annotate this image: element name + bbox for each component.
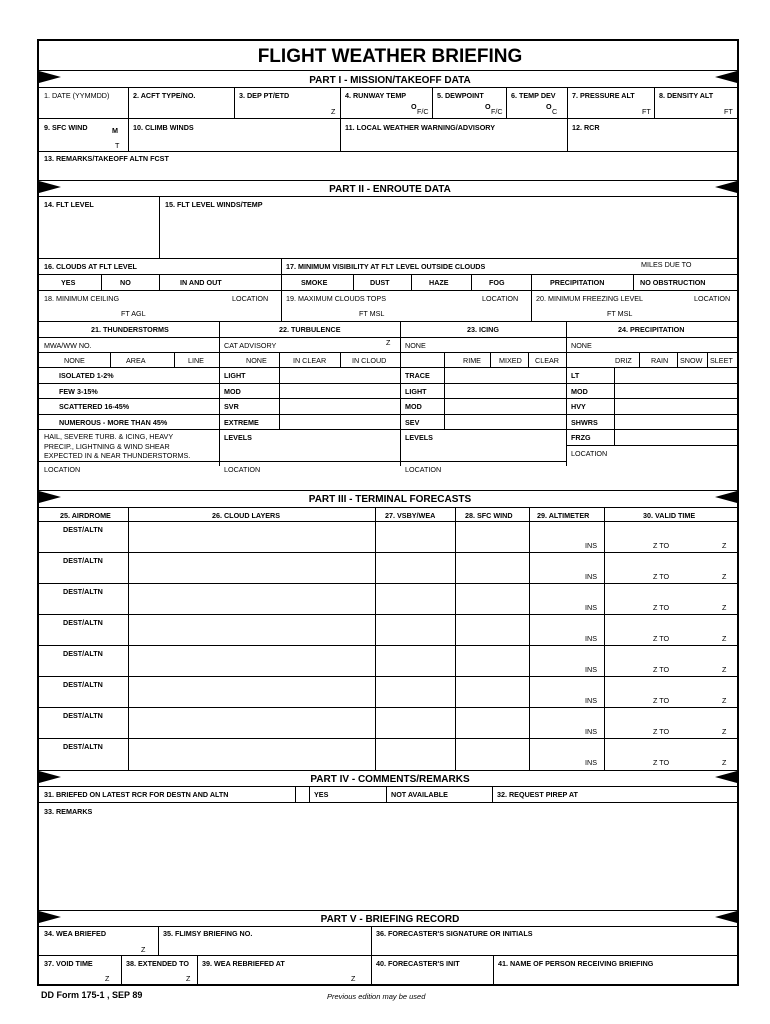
ts-hail-3: EXPECTED IN & NEAR THUNDERSTORMS.: [44, 451, 191, 460]
turb-label: 22. TURBULENCE: [279, 325, 341, 334]
divider: [39, 352, 737, 353]
divider: [110, 352, 111, 367]
dest-altn-label: DEST/ALTN: [63, 649, 103, 658]
precip-hvy: HVY: [571, 402, 586, 411]
divider: [39, 383, 737, 384]
acft-label: 2. ACFT TYPE/NO.: [133, 91, 196, 100]
divider: [39, 583, 737, 584]
divider: [432, 87, 433, 118]
divider: [353, 274, 354, 290]
rebriefed-label: 39. WEA REBRIEFED AT: [202, 959, 285, 968]
sfcwind-m: M: [112, 126, 118, 135]
divider: [677, 352, 678, 367]
divider: [39, 87, 737, 88]
divider: [39, 707, 737, 708]
divider: [39, 770, 737, 771]
precip-location: LOCATION: [571, 449, 608, 458]
ice-trace: TRACE: [405, 371, 430, 380]
divider: [340, 87, 341, 151]
precip-sleet: SLEET: [710, 356, 733, 365]
ts-sct: SCATTERED 16-45%: [59, 402, 130, 411]
divider: [219, 321, 220, 466]
briefed-label: 31. BRIEFED ON LATEST RCR FOR DESTN AND ALTN: [44, 790, 229, 799]
part3-header: PART III - TERMINAL FORECASTS: [308, 494, 472, 505]
mwa-label: MWA/WW NO.: [44, 341, 92, 350]
pressure-unit: FT: [642, 107, 651, 116]
pirep-label: 32. REQUEST PIREP AT: [497, 790, 578, 799]
divider: [309, 786, 310, 802]
ts-location: LOCATION: [44, 465, 81, 474]
divider: [654, 87, 655, 118]
divider: [281, 290, 282, 321]
degree-mark: O: [411, 102, 417, 111]
cat-label: CAT ADVISORY: [224, 341, 277, 350]
divider: [39, 398, 737, 399]
divider: [444, 367, 445, 429]
ts-num: NUMEROUS - MORE THAN 45%: [59, 418, 168, 427]
clouds-inandout: IN AND OUT: [180, 278, 222, 287]
divider: [39, 196, 737, 197]
divider: [295, 786, 296, 802]
weabriefed-z: Z: [141, 945, 146, 954]
runway-unit: F/C: [417, 107, 429, 116]
divider: [375, 507, 376, 770]
void-z: Z: [105, 974, 110, 983]
divider: [39, 258, 737, 259]
divider: [39, 180, 737, 181]
rebriefed-z: Z: [351, 974, 356, 983]
dest-altn-label: DEST/ALTN: [63, 680, 103, 689]
dep-label: 3. DEP PT/ETD: [239, 91, 290, 100]
divider: [174, 352, 175, 367]
date-label: 1. DATE (YYMMDD): [44, 91, 110, 100]
divider: [39, 802, 737, 803]
divider: [39, 367, 737, 368]
divider: [159, 196, 160, 258]
divider: [39, 461, 566, 462]
thunder-label: 21. THUNDERSTORMS: [91, 325, 169, 334]
minceil-unit: FT AGL: [121, 309, 146, 318]
divider: [386, 786, 387, 802]
local-label: 11. LOCAL WEATHER WARNING/ADVISORY: [345, 123, 496, 132]
forecaster-label: 36. FORECASTER'S SIGNATURE OR INITIALS: [376, 929, 533, 938]
divider: [39, 70, 737, 71]
airdrome-label: 25. AIRDROME: [60, 511, 111, 520]
fltlevel-label: 14. FLT LEVEL: [44, 200, 94, 209]
valid-z-to: Z TO: [653, 541, 670, 550]
ice-sev: SEV: [405, 418, 420, 427]
divider: [39, 429, 737, 430]
turb-light: LIGHT: [224, 371, 246, 380]
ice-mod: MOD: [405, 402, 422, 411]
part2-header: PART II - ENROUTE DATA: [329, 184, 451, 195]
ice-levels: LEVELS: [405, 433, 433, 442]
ice-location: LOCATION: [405, 465, 442, 474]
weabriefed-label: 34. WEA BRIEFED: [44, 929, 107, 938]
dest-altn-label: DEST/ALTN: [63, 556, 103, 565]
dewpoint-label: 5. DEWPOINT: [437, 91, 484, 100]
part5-header: PART V - BRIEFING RECORD: [320, 914, 460, 925]
divider: [529, 507, 530, 770]
precip-lt: LT: [571, 371, 580, 380]
divider: [411, 274, 412, 290]
divider: [340, 352, 341, 367]
valid-z: Z: [722, 727, 727, 736]
minfrz-location: LOCATION: [694, 294, 731, 303]
precip-frzg: FRZG: [571, 433, 591, 442]
precip-driz: DRIZ: [615, 356, 632, 365]
divider: [39, 321, 737, 322]
remarks33-label: 33. REMARKS: [44, 807, 93, 816]
valid-z: Z: [722, 572, 727, 581]
divider: [39, 118, 737, 119]
divider: [128, 87, 129, 118]
ice-light: LIGHT: [405, 387, 427, 396]
sfcwind-label: 9. SFC WIND: [44, 123, 88, 132]
altimeter-label: 29. ALTIMETER: [537, 511, 590, 520]
divider: [39, 926, 737, 927]
minceil-label: 18. MINIMUM CEILING: [44, 294, 120, 303]
valid-z-to: Z TO: [653, 634, 670, 643]
runway-label: 4. RUNWAY TEMP: [345, 91, 407, 100]
ts-area: AREA: [126, 356, 146, 365]
divider: [39, 910, 737, 911]
turb-incloud: IN CLOUD: [352, 356, 387, 365]
turb-extreme: EXTREME: [224, 418, 259, 427]
divider: [279, 352, 280, 367]
divider: [39, 645, 737, 646]
vis-noobs: NO OBSTRUCTION: [640, 278, 706, 287]
degree-mark: O: [485, 102, 491, 111]
part1-header: PART I - MISSION/TAKEOFF DATA: [309, 75, 471, 86]
precip-none: NONE: [571, 341, 592, 350]
divider: [39, 552, 737, 553]
ts-none: NONE: [64, 356, 85, 365]
divider: [39, 290, 737, 291]
vsby-label: 27. VSBY/WEA: [385, 511, 436, 520]
climb-label: 10. CLIMB WINDS: [133, 123, 194, 132]
divider: [159, 274, 160, 290]
divider: [471, 274, 472, 290]
clouds-yes: YES: [61, 278, 76, 287]
divider: [639, 352, 640, 367]
altimeter-ins: INS: [585, 634, 597, 643]
divider: [128, 507, 129, 770]
valid-z-to: Z TO: [653, 603, 670, 612]
ts-hail-1: HAIL, SEVERE TURB. & ICING, HEAVY: [44, 432, 174, 441]
turb-none: NONE: [246, 356, 267, 365]
valid-z-to: Z TO: [653, 665, 670, 674]
form-title: FLIGHT WEATHER BRIEFING: [257, 46, 523, 67]
milesdue-label: MILES DUE TO: [641, 260, 692, 269]
dest-altn-label: DEST/ALTN: [63, 742, 103, 751]
valid-label: 30. VALID TIME: [643, 511, 696, 520]
cat-z: Z: [386, 338, 391, 347]
clouds-label: 16. CLOUDS AT FLT LEVEL: [44, 262, 137, 271]
icing-label: 23. ICING: [467, 325, 499, 334]
divider: [39, 521, 737, 522]
turb-levels: LEVELS: [224, 433, 252, 442]
divider: [39, 676, 737, 677]
sfcwind-col-label: 28. SFC WIND: [465, 511, 513, 520]
divider: [39, 955, 737, 956]
turb-svr: SVR: [224, 402, 239, 411]
ts-hail-2: PRECIP., LIGHTNING & WIND SHEAR: [44, 442, 170, 451]
divider: [39, 614, 737, 615]
dest-altn-label: DEST/ALTN: [63, 711, 103, 720]
remarks-label: 13. REMARKS/TAKEOFF ALTN FCST: [44, 154, 169, 163]
density-unit: FT: [724, 107, 733, 116]
divider: [444, 352, 445, 367]
extended-z: Z: [186, 974, 191, 983]
divider: [707, 352, 708, 367]
altimeter-ins: INS: [585, 541, 597, 550]
rcr-label: 12. RCR: [572, 123, 600, 132]
divider: [279, 367, 280, 429]
precip-snow: SNOW: [680, 356, 703, 365]
flimsy-label: 35. FLIMSY BRIEFING NO.: [163, 929, 253, 938]
vis-fog: FOG: [489, 278, 505, 287]
valid-z: Z: [722, 665, 727, 674]
minfrz-label: 20. MINIMUM FREEZING LEVEL: [536, 294, 644, 303]
maxtops-label: 19. MAXIMUM CLOUDS TOPS: [286, 294, 386, 303]
weather-briefing-form: [37, 39, 739, 986]
divider: [531, 290, 532, 321]
altimeter-ins: INS: [585, 727, 597, 736]
ts-iso: ISOLATED 1-2%: [59, 371, 114, 380]
previous-edition-note: Previous edition may be used: [327, 992, 426, 1001]
divider: [567, 87, 568, 151]
turb-location: LOCATION: [224, 465, 261, 474]
vis-precip: PRECIPITATION: [550, 278, 605, 287]
divider: [506, 87, 507, 118]
divider: [400, 321, 401, 466]
precip-mod: MOD: [571, 387, 588, 396]
ice-mixed: MIXED: [499, 356, 522, 365]
divider: [234, 87, 235, 118]
minceil-location: LOCATION: [232, 294, 269, 303]
precip-rain: RAIN: [651, 356, 669, 365]
divider: [39, 786, 737, 787]
dest-altn-label: DEST/ALTN: [63, 587, 103, 596]
briefed-notavail: NOT AVAILABLE: [391, 790, 448, 799]
void-label: 37. VOID TIME: [44, 959, 93, 968]
precip24-label: 24. PRECIPITATION: [618, 325, 685, 334]
layers-label: 26. CLOUD LAYERS: [212, 511, 281, 520]
turb-mod: MOD: [224, 387, 241, 396]
minvis-label: 17. MINIMUM VISIBILITY AT FLT LEVEL OUTSIDE CLOUDS: [286, 262, 486, 271]
valid-z-to: Z TO: [653, 727, 670, 736]
density-label: 8. DENSITY ALT: [659, 91, 714, 100]
degree-mark: O: [546, 102, 552, 111]
pressure-label: 7. PRESSURE ALT: [572, 91, 635, 100]
maxtops-unit: FT MSL: [359, 309, 385, 318]
dest-altn-label: DEST/ALTN: [63, 525, 103, 534]
init-label: 40. FORECASTER'S INIT: [376, 959, 460, 968]
minfrz-unit: FT MSL: [607, 309, 633, 318]
divider: [39, 490, 737, 491]
briefed-yes: YES: [314, 790, 329, 799]
altimeter-ins: INS: [585, 696, 597, 705]
divider: [531, 274, 532, 290]
valid-z-to: Z TO: [653, 572, 670, 581]
maxtops-location: LOCATION: [482, 294, 519, 303]
divider: [614, 367, 615, 445]
vis-dust: DUST: [370, 278, 390, 287]
divider: [39, 414, 737, 415]
ice-rime: RIME: [463, 356, 481, 365]
divider: [490, 352, 491, 367]
divider: [604, 507, 605, 770]
part4-header: PART IV - COMMENTS/REMARKS: [310, 774, 470, 785]
valid-z: Z: [722, 634, 727, 643]
ice-clear: CLEAR: [535, 356, 559, 365]
divider: [128, 118, 129, 151]
vis-smoke: SMOKE: [301, 278, 328, 287]
receiving-label: 41. NAME OF PERSON RECEIVING BRIEFING: [498, 959, 654, 968]
sfcwind-t: T: [115, 141, 120, 150]
vis-haze: HAZE: [429, 278, 449, 287]
icing-none: NONE: [405, 341, 426, 350]
divider: [528, 352, 529, 367]
divider: [158, 926, 159, 955]
divider: [121, 955, 122, 984]
altimeter-ins: INS: [585, 572, 597, 581]
dewpoint-unit: F/C: [491, 107, 503, 116]
dep-z: Z: [331, 107, 336, 116]
valid-z-to: Z TO: [653, 696, 670, 705]
valid-z: Z: [722, 603, 727, 612]
valid-z-to: Z TO: [653, 758, 670, 767]
ts-line: LINE: [188, 356, 204, 365]
divider: [566, 445, 737, 446]
divider: [493, 955, 494, 984]
divider: [197, 955, 198, 984]
divider: [39, 507, 737, 508]
extended-label: 38. EXTENDED TO: [126, 959, 189, 968]
precip-shwrs: SHWRS: [571, 418, 598, 427]
divider: [455, 507, 456, 770]
tempdev-unit: C: [552, 107, 558, 116]
divider: [101, 274, 102, 290]
divider: [39, 738, 737, 739]
altimeter-ins: INS: [585, 603, 597, 612]
altimeter-ins: INS: [585, 758, 597, 767]
valid-z: Z: [722, 758, 727, 767]
turb-inclear: IN CLEAR: [293, 356, 327, 365]
tempdev-label: 6. TEMP DEV: [511, 91, 556, 100]
dest-altn-label: DEST/ALTN: [63, 618, 103, 627]
divider: [39, 151, 737, 152]
ts-few: FEW 3-15%: [59, 387, 98, 396]
altimeter-ins: INS: [585, 665, 597, 674]
clouds-no: NO: [120, 278, 131, 287]
divider: [492, 786, 493, 802]
valid-z: Z: [722, 696, 727, 705]
form-number: DD Form 175-1 , SEP 89: [41, 990, 143, 1000]
divider: [633, 274, 634, 290]
valid-z: Z: [722, 541, 727, 550]
winds-label: 15. FLT LEVEL WINDS/TEMP: [165, 200, 263, 209]
